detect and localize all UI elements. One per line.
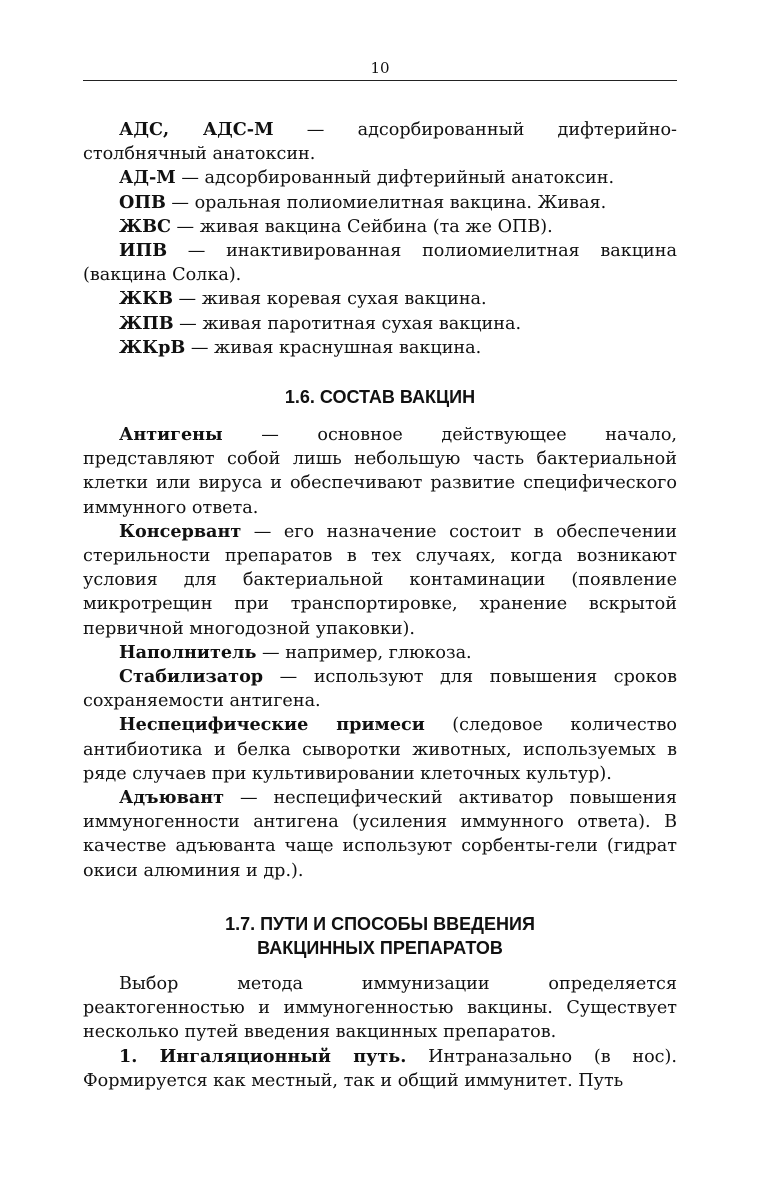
abbreviation-definition: — живая краснушная вакцина. [185, 337, 482, 358]
composition-definition: (следовое количество антибиотика и белка сыворотки животных, используемых в ряде случаев при культивировании клеточных культур). [83, 715, 677, 784]
section-heading-text: 1.6. СОСТАВ ВАКЦИН [284, 387, 476, 408]
abbreviation-definition: — адсорбированный дифтерийный анатоксин. [175, 168, 615, 189]
abbreviation-entry [83, 287, 677, 311]
abbreviation-definition: — живая коревая сухая вакцина. [172, 289, 487, 310]
composition-term: Стабилизатор [119, 666, 264, 688]
composition-entry [83, 665, 677, 713]
abbreviation-definition: — живая вакцина Сейбина (та же ОПВ). [170, 216, 553, 237]
composition-term: Адъювант [119, 787, 224, 809]
route-definition: Интраназально (в нос). Формируется как местный, так и общий иммунитет. Путь [83, 1046, 677, 1091]
page-number: 10 [370, 59, 390, 77]
abbreviation-definition: — оральная полиомиелитная вакцина. Живая. [165, 192, 607, 213]
abbreviation-entry [83, 166, 677, 190]
abbreviation-term: ЖВС [119, 215, 171, 237]
section-heading-administration-routes [83, 912, 677, 960]
composition-term: Неспецифические примеси [119, 714, 425, 736]
composition-definition: — используют для повышения сроков сохраняемости антигена. [83, 667, 677, 712]
abbreviation-definition: — живая паротитная сухая вакцина. [173, 313, 522, 334]
route-term: 1. Ингаляционный путь. [119, 1045, 407, 1067]
abbreviation-entry [83, 215, 677, 239]
composition-term: Консервант [119, 520, 242, 542]
abbreviation-term: ИПВ [119, 240, 168, 262]
section-heading-vaccine-composition [83, 385, 677, 409]
composition-definition: — основное действующее начало, представляют собой лишь небольшую часть бактериальной клетки или вируса и обеспечивают развитие специфического иммунного ответа. [83, 425, 677, 518]
composition-entry [83, 786, 677, 883]
vaccine-composition-list [83, 423, 677, 883]
abbreviation-term: ЖКрВ [119, 336, 186, 358]
abbreviation-definition: — инактивированная полиомиелитная вакцина (вакцина Солка). [83, 241, 677, 286]
composition-term: Наполнитель [119, 641, 257, 663]
page-body [83, 118, 677, 1093]
routes-intro-paragraph: Выбор метода иммунизации определяется реактогенностью и иммуногенностью вакцины. Существует несколько путей введения вакцинных препаратов. [83, 973, 677, 1043]
abbreviation-definition: — адсорбированный дифтерийно-столбнячный анатоксин. [83, 120, 678, 165]
abbreviation-list [83, 118, 677, 360]
composition-entry [83, 713, 677, 786]
abbreviation-entry [83, 191, 677, 215]
abbreviation-term: АДС, АДС-М [119, 119, 274, 140]
abbreviation-entry [83, 239, 677, 287]
section-heading-line-2: ВАКЦИННЫХ ПРЕПАРАТОВ [257, 937, 503, 958]
abbreviation-term: ЖПВ [119, 312, 174, 334]
abbreviation-term: ЖКВ [119, 288, 173, 310]
composition-definition: — например, глюкоза. [256, 642, 472, 663]
abbreviation-entry [83, 118, 677, 166]
header-rule [83, 80, 677, 81]
composition-entry [83, 520, 677, 641]
composition-term: Антигены [119, 424, 223, 446]
abbreviation-entry [83, 312, 677, 336]
composition-entry [83, 423, 677, 520]
composition-definition: — его назначение состоит в обеспечении стерильности препаратов в тех случаях, когда возникают условия для бактериальной контаминации (появление микротрещин при транспортировке, хранение вскрытой первичной многодозной упаковки). [83, 521, 677, 639]
route-entry [83, 1045, 677, 1093]
composition-entry [83, 641, 677, 665]
abbreviation-entry [83, 336, 677, 360]
abbreviation-term: ОПВ [119, 191, 166, 213]
abbreviation-term: АД-М [119, 167, 176, 189]
composition-definition: — неспецифический активатор повышения иммуногенности антигена (усиления иммунного ответа). В качестве адъюванта чаще используют сорбенты-гели (гидрат окиси алюминия и др.). [83, 788, 677, 881]
section-heading-line-1: 1.7. ПУТИ И СПОСОБЫ ВВЕДЕНИЯ [225, 913, 535, 934]
